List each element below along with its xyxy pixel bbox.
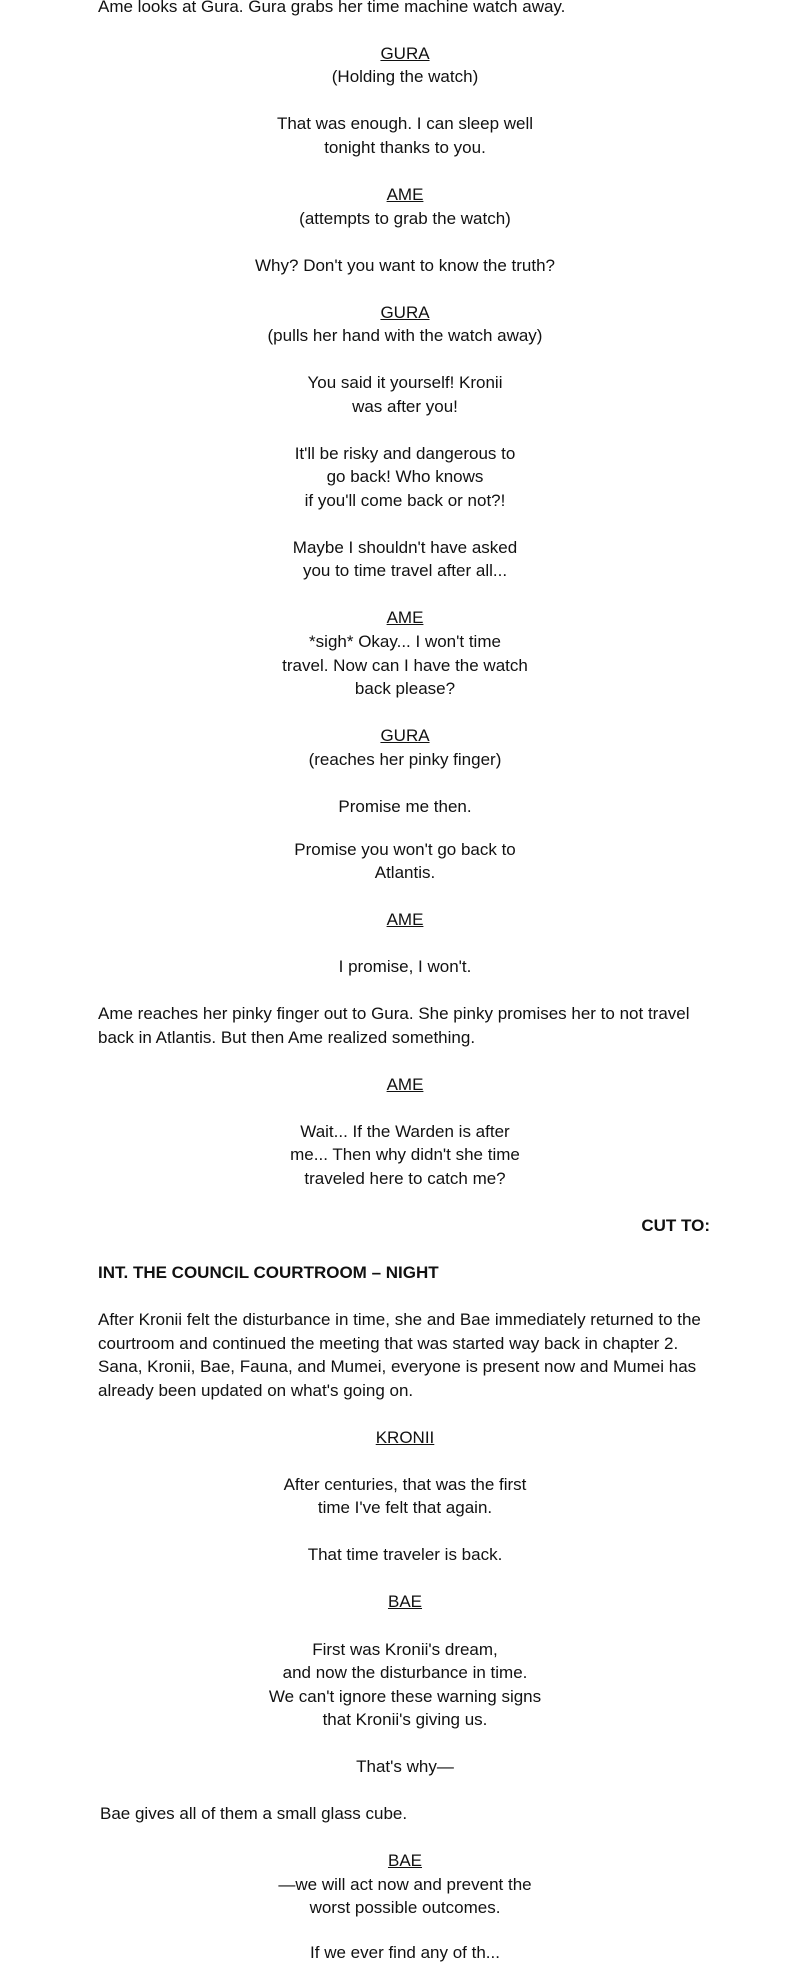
dialogue-line: We can't ignore these warning signs bbox=[268, 1687, 542, 1706]
action-line: Ame reaches her pinky finger out to Gura. She pinky promises her to not travel bbox=[98, 1004, 690, 1023]
action-line: back in Atlantis. But then Ame realized something. bbox=[98, 1028, 476, 1047]
dialogue-line: That was enough. I can sleep well bbox=[276, 114, 534, 133]
dialogue-line: *sigh* Okay... I won't time bbox=[309, 632, 501, 651]
dialogue-line: If we ever find any of th... bbox=[310, 1943, 500, 1962]
dialogue-line: worst possible outcomes. bbox=[309, 1898, 501, 1917]
character-name: GURA bbox=[380, 44, 430, 63]
dialogue-line: That time traveler is back. bbox=[307, 1545, 503, 1564]
dialogue-line: back please? bbox=[354, 679, 456, 698]
dialogue-line: traveled here to catch me? bbox=[304, 1169, 506, 1188]
dialogue-line: you to time travel after all... bbox=[302, 561, 508, 580]
character-name: AME bbox=[386, 910, 424, 929]
dialogue-line: tonight thanks to you. bbox=[324, 138, 486, 157]
dialogue-line: travel. Now can I have the watch bbox=[282, 656, 528, 675]
action-line: Ame looks at Gura. Gura grabs her time machine watch away. bbox=[98, 0, 566, 16]
parenthetical: (Holding the watch) bbox=[331, 67, 479, 86]
character-name: GURA bbox=[380, 303, 430, 322]
transition: CUT TO: bbox=[641, 1216, 710, 1235]
action-line: After Kronii felt the disturbance in time, she and Bae immediately returned to the bbox=[98, 1310, 701, 1329]
character-name: AME bbox=[386, 1075, 424, 1094]
dialogue-line: was after you! bbox=[352, 397, 458, 416]
character-name: BAE bbox=[387, 1851, 423, 1870]
dialogue-line: Why? Don't you want to know the truth? bbox=[255, 256, 555, 275]
dialogue-line: that Kronii's giving us. bbox=[322, 1710, 488, 1729]
dialogue-line: Promise you won't go back to bbox=[294, 840, 516, 859]
action-line: Sana, Kronii, Bae, Fauna, and Mumei, everyone is present now and Mumei has bbox=[98, 1357, 697, 1376]
dialogue-line: Promise me then. bbox=[338, 797, 472, 816]
dialogue-line: That's why— bbox=[356, 1757, 454, 1776]
parenthetical: (reaches her pinky finger) bbox=[308, 750, 502, 769]
dialogue-line: —we will act now and prevent the bbox=[278, 1875, 532, 1894]
dialogue-line: Atlantis. bbox=[374, 863, 436, 882]
dialogue-line: time I've felt that again. bbox=[317, 1498, 493, 1517]
dialogue-line: I promise, I won't. bbox=[338, 957, 472, 976]
parenthetical: (attempts to grab the watch) bbox=[299, 209, 511, 228]
character-name: KRONII bbox=[375, 1428, 435, 1447]
action-line: courtroom and continued the meeting that was started way back in chapter 2. bbox=[98, 1334, 679, 1353]
parenthetical: (pulls her hand with the watch away) bbox=[267, 326, 543, 345]
character-name: GURA bbox=[380, 726, 430, 745]
dialogue-line: It'll be risky and dangerous to bbox=[294, 444, 516, 463]
character-name: AME bbox=[386, 608, 424, 627]
dialogue-line: You said it yourself! Kronii bbox=[307, 373, 503, 392]
scene-heading: INT. THE COUNCIL COURTROOM – NIGHT bbox=[98, 1263, 439, 1282]
dialogue-line: and now the disturbance in time. bbox=[282, 1663, 528, 1682]
action-line: Bae gives all of them a small glass cube. bbox=[100, 1804, 408, 1823]
character-name: BAE bbox=[387, 1592, 423, 1611]
dialogue-line: First was Kronii's dream, bbox=[312, 1640, 498, 1659]
dialogue-line: me... Then why didn't she time bbox=[290, 1145, 520, 1164]
dialogue-line: Maybe I shouldn't have asked bbox=[292, 538, 518, 557]
action-line: already been updated on what's going on. bbox=[98, 1381, 414, 1400]
dialogue-line: Wait... If the Warden is after bbox=[300, 1122, 510, 1141]
character-name: AME bbox=[386, 185, 424, 204]
dialogue-line: After centuries, that was the first bbox=[283, 1475, 527, 1494]
dialogue-line: if you'll come back or not?! bbox=[304, 491, 506, 510]
dialogue-line: go back! Who knows bbox=[326, 467, 484, 486]
